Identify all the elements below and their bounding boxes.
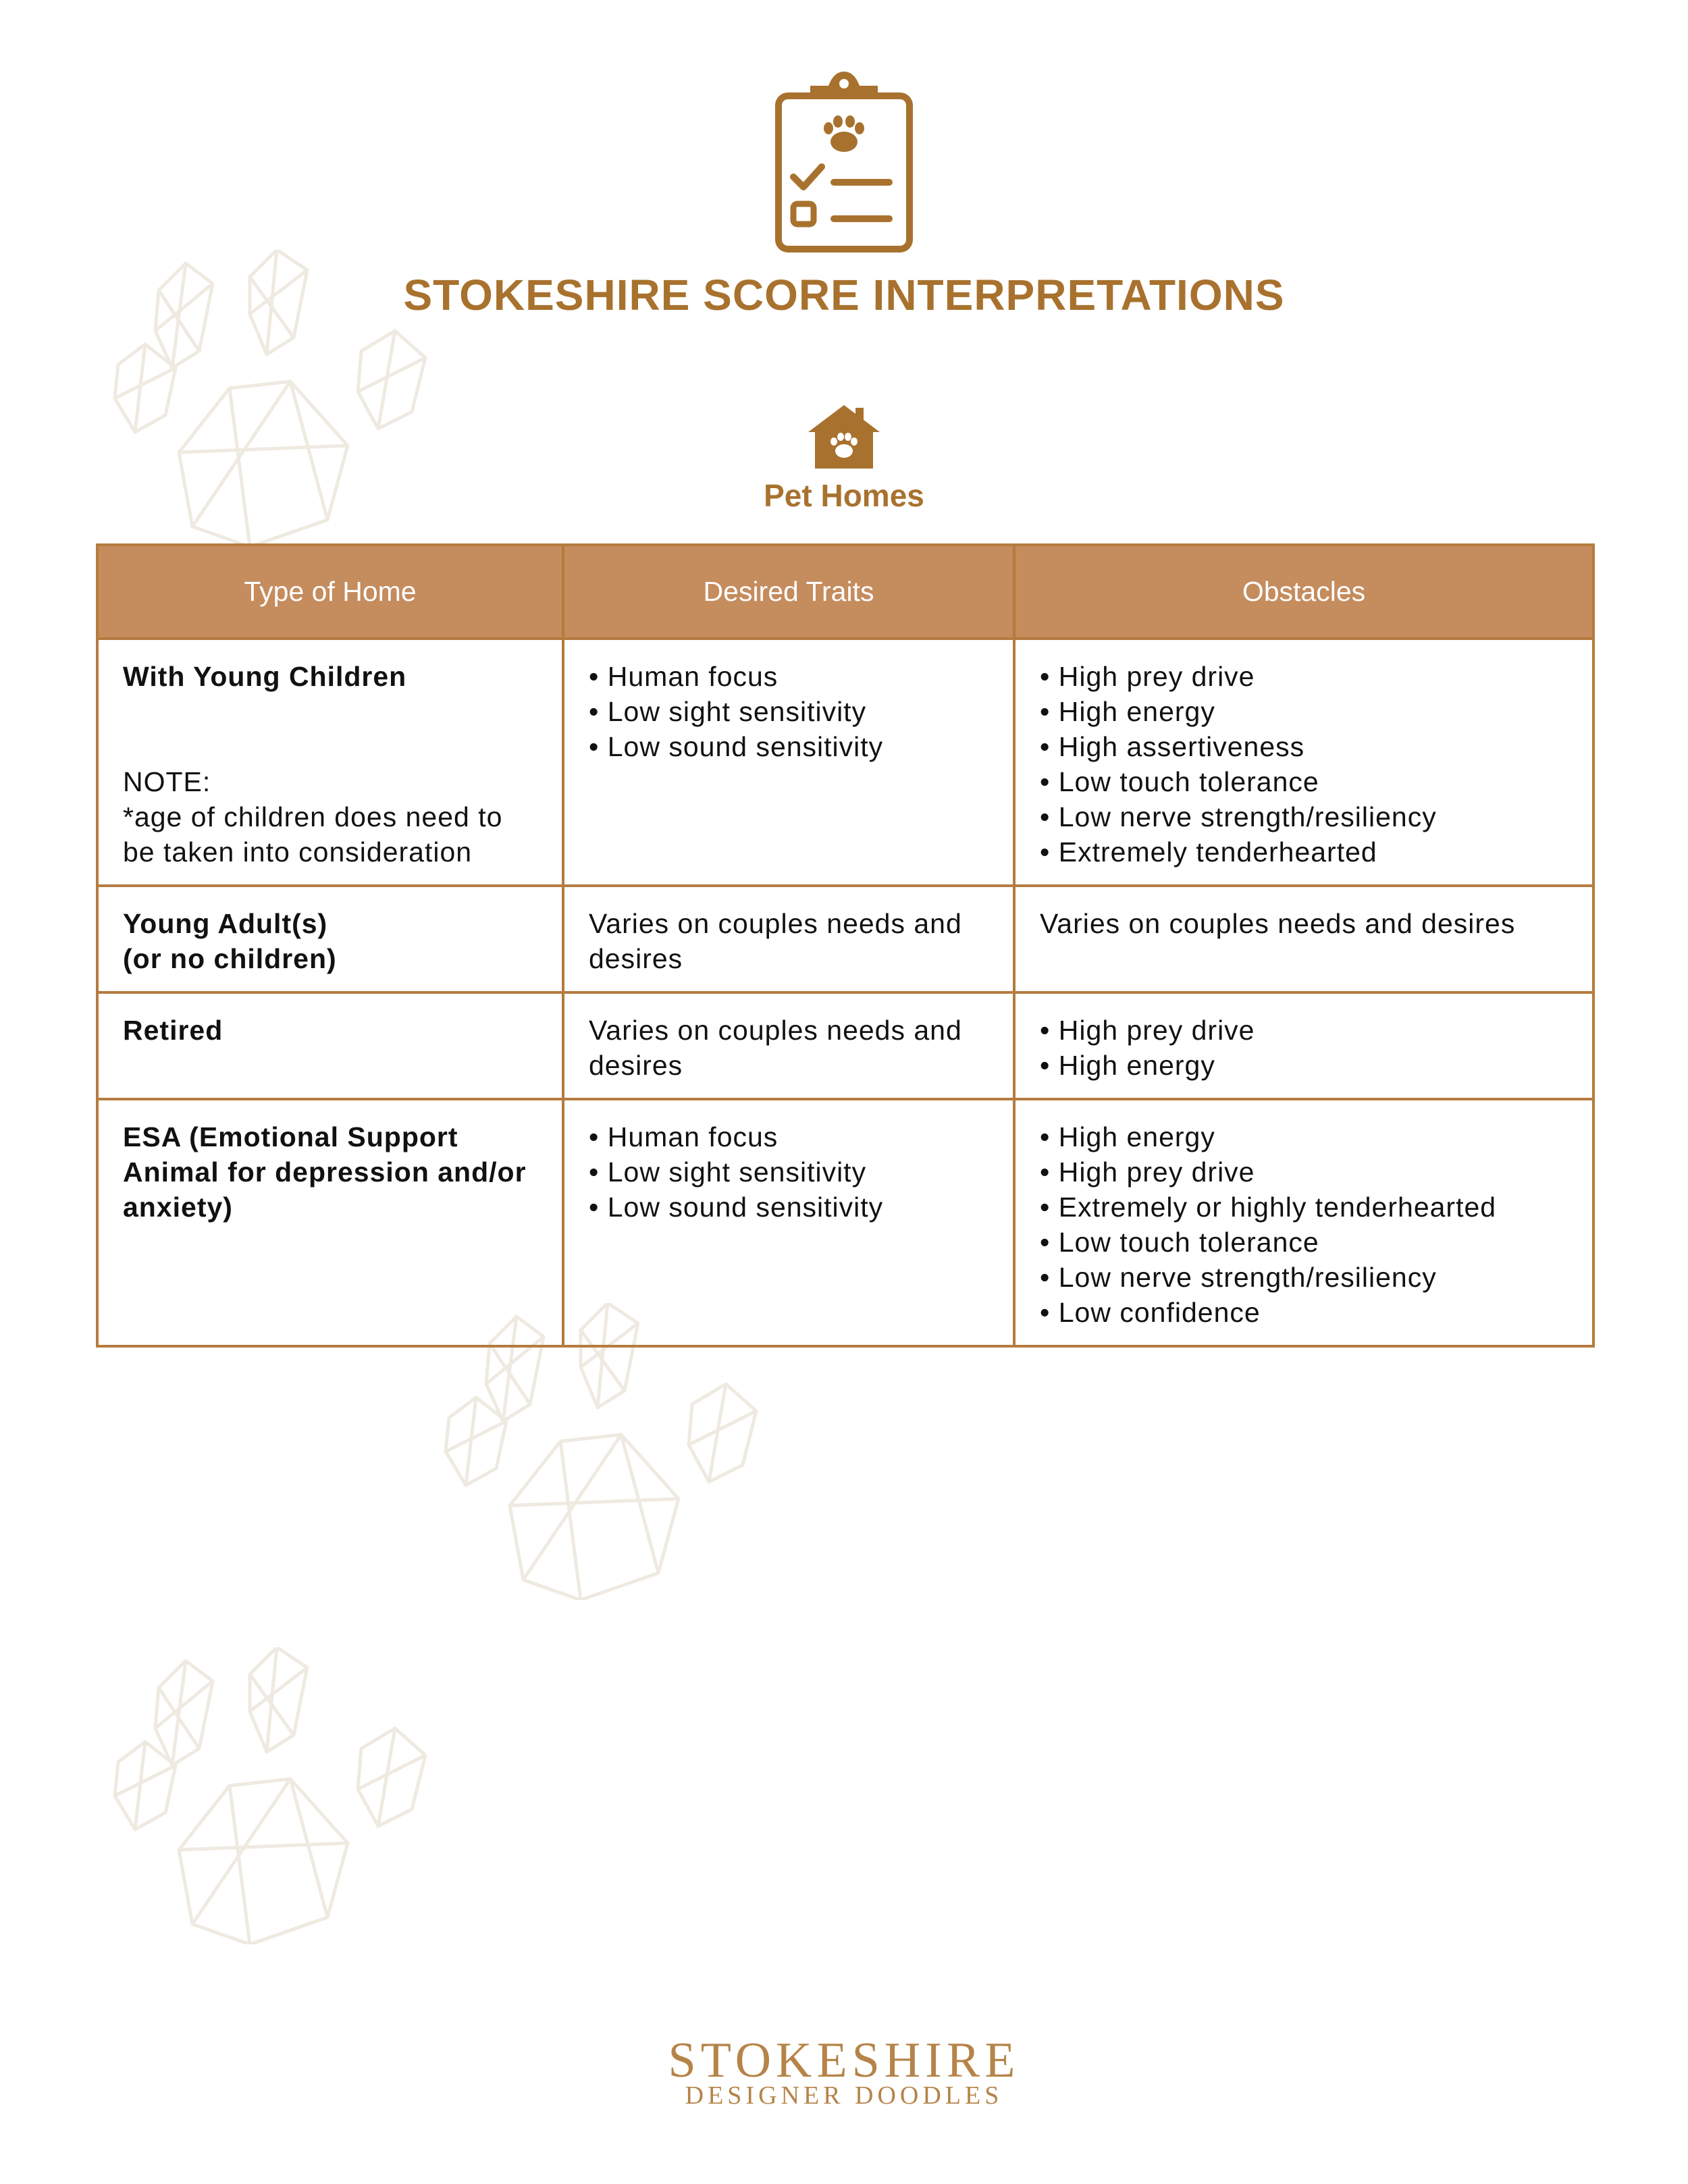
home-type-cell <box>97 1099 563 1346</box>
home-type-cell <box>97 992 563 1099</box>
clipboard-paw-icon <box>773 69 915 255</box>
column-header-obstacles: Obstacles <box>1014 545 1593 639</box>
desired-traits-cell: Varies on couples needs and desires <box>563 886 1014 992</box>
home-type-label: ESA (Emotional Support Animal for depression and/or anxiety) <box>123 1121 527 1223</box>
list-item: • Low sound sensitivity <box>589 1190 988 1225</box>
list-item: • Low nerve strength/resiliency <box>1040 1260 1568 1295</box>
home-type-label: With Young Children <box>123 661 407 692</box>
list-item: • Low touch tolerance <box>1040 764 1568 799</box>
desired-traits-cell <box>563 1099 1014 1346</box>
obstacles-cell <box>1014 992 1593 1099</box>
footer-brand-tagline: DESIGNER DOODLES <box>685 2081 1003 2110</box>
obstacles-list <box>1040 659 1568 870</box>
list-item: • Low sound sensitivity <box>589 729 988 764</box>
list-item: • High prey drive <box>1040 1013 1568 1048</box>
list-item: • High energy <box>1040 694 1568 729</box>
list-item: • Low touch tolerance <box>1040 1225 1568 1260</box>
home-type-cell <box>97 639 563 886</box>
list-item: • High energy <box>1040 1048 1568 1083</box>
table-row <box>97 639 1593 886</box>
home-type-label: Retired <box>123 1015 223 1046</box>
note-label: NOTE: <box>123 766 211 797</box>
list-item: • Low sight sensitivity <box>589 694 988 729</box>
list-item: • High assertiveness <box>1040 729 1568 764</box>
home-type-label: Young Adult(s) <box>123 908 328 939</box>
page-title: STOKESHIRE SCORE INTERPRETATIONS <box>403 271 1285 319</box>
table-header-row <box>97 545 1593 639</box>
list-item: • Low nerve strength/resiliency <box>1040 799 1568 834</box>
list-item: • High prey drive <box>1040 659 1568 694</box>
home-type-sublabel: (or no children) <box>123 943 337 974</box>
desired-traits-cell <box>563 639 1014 886</box>
obstacles-list <box>1040 1119 1568 1330</box>
desired-traits-list <box>589 659 988 764</box>
table-row <box>97 992 1593 1099</box>
list-item: • Human focus <box>589 659 988 694</box>
obstacles-list <box>1040 1013 1568 1083</box>
score-table <box>96 543 1595 1348</box>
list-item: • Human focus <box>589 1119 988 1154</box>
section-title: Pet Homes <box>764 478 924 513</box>
obstacles-cell <box>1014 639 1593 886</box>
list-item: • Low confidence <box>1040 1295 1568 1330</box>
paw-watermark-icon <box>111 1647 436 1944</box>
list-item: • High prey drive <box>1040 1154 1568 1190</box>
column-header-desired-traits: Desired Traits <box>563 545 1014 639</box>
table-row <box>97 886 1593 992</box>
home-type-cell <box>97 886 563 992</box>
list-item: • Low sight sensitivity <box>589 1154 988 1190</box>
column-header-type-of-home: Type of Home <box>97 545 563 639</box>
list-item: • High energy <box>1040 1119 1568 1154</box>
table-row <box>97 1099 1593 1346</box>
footer-brand-logo: STOKESHIRE <box>668 2033 1020 2088</box>
list-item: • Extremely or highly tenderhearted <box>1040 1190 1568 1225</box>
list-item: • Extremely tenderhearted <box>1040 834 1568 870</box>
obstacles-cell <box>1014 1099 1593 1346</box>
desired-traits-list <box>589 1119 988 1225</box>
obstacles-cell: Varies on couples needs and desires <box>1014 886 1593 992</box>
desired-traits-cell: Varies on couples needs and desires <box>563 992 1014 1099</box>
note-text: *age of children does need to be taken into consideration <box>123 801 503 868</box>
house-paw-icon <box>807 402 881 470</box>
paw-watermark-icon <box>442 1303 766 1600</box>
